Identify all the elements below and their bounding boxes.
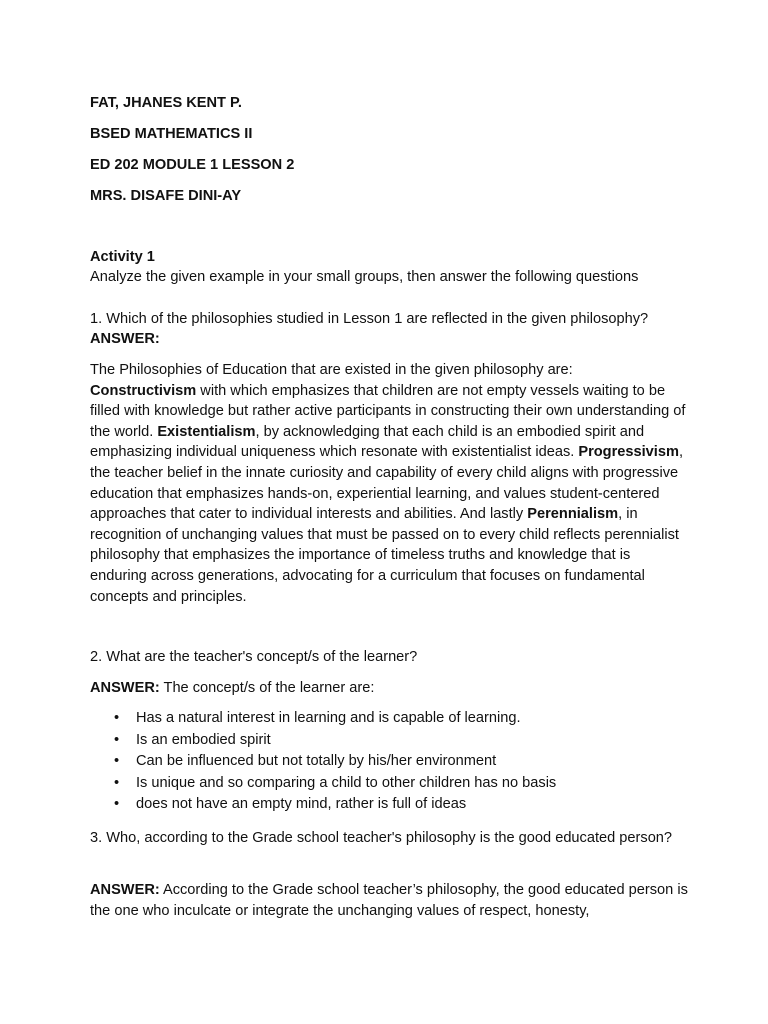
list-item: • Is an embodied spirit [90, 730, 690, 752]
student-name: FAT, JHANES KENT P. [90, 95, 242, 111]
question-1: 1. Which of the philosophies studied in Lesson 1 are reflected in the given philosophy? [90, 311, 649, 327]
answer-2 [90, 678, 690, 699]
answer-2-text: The concept/s of the learner are: [159, 680, 375, 696]
bullet-icon: • [114, 731, 120, 748]
answer-1-body [90, 360, 690, 607]
bullet-icon: • [114, 710, 120, 726]
question-3: 3. Who, according to the Grade school teacher's philosophy is the good educated person? [90, 830, 673, 846]
list-item: • Can be influenced but not totally by his/her environment [90, 751, 690, 773]
list-item: • Is unique and so comparing a child to other children has no basis [90, 773, 690, 795]
module-line: ED 202 MODULE 1 LESSON 2 [90, 157, 295, 173]
teacher-line: MRS. DISAFE DINI-AY [90, 188, 242, 204]
answer-3-label: ANSWER: [90, 882, 160, 898]
term-constructivism: Constructivism [90, 382, 197, 399]
learner-concepts-list [90, 708, 690, 816]
list-item: • does not have an empty mind, rather is full of ideas [90, 794, 690, 816]
bullet-icon: • [114, 796, 120, 813]
answer-1-text3: , the teacher belief in the innate curiosity and capability of every child aligns with progressive education that emphasizes hands-on, experiential learning, and values student-centered approaches that cater to individual interests and abilities. And lastly [90, 444, 684, 523]
answer-1-text4: , in recognition of unchanging values that must be passed on to every child reflects perennialist philosophy that emphasizes the importance of timeless truths and knowledge that is enduring across generations, advocating for a curriculum that focuses on fundamental concepts and principles. [90, 506, 679, 605]
term-progressivism: Progressivism [578, 444, 679, 461]
activity-instruction: Analyze the given example in your small groups, then answer the following questions [90, 269, 639, 285]
answer-3-text: According to the Grade school teacher’s philosophy, the good educated person is the one who inculcate or integrate the unchanging values of respect, honesty, [90, 882, 688, 919]
answer-1-lead: The Philosophies of Education that are existed in the given philosophy are: [90, 362, 573, 378]
answer-3 [90, 880, 690, 921]
course-line: BSED MATHEMATICS II [90, 126, 253, 142]
bullet-icon: • [114, 774, 120, 791]
answer-1-label: ANSWER: [90, 331, 160, 347]
answer-1-text1: with which emphasizes that children are not empty vessels waiting to be filled with knowledge but rather active participants in constructing their own understanding of the world. [90, 382, 686, 440]
activity-title: Activity 1 [90, 249, 155, 265]
answer-1-text2: , by acknowledging that each child is an embodied spirit and emphasizing individual uniqueness which resonate with existentialist ideas. [90, 423, 645, 461]
answer-2-label: ANSWER: [90, 680, 160, 696]
question-2: 2. What are the teacher's concept/s of the learner? [90, 649, 418, 665]
list-item: • Has a natural interest in learning and is capable of learning. [90, 708, 690, 730]
term-perennialism: Perennialism [527, 506, 619, 523]
term-existentialism: Existentialism [157, 423, 256, 440]
bullet-icon: • [114, 753, 120, 770]
